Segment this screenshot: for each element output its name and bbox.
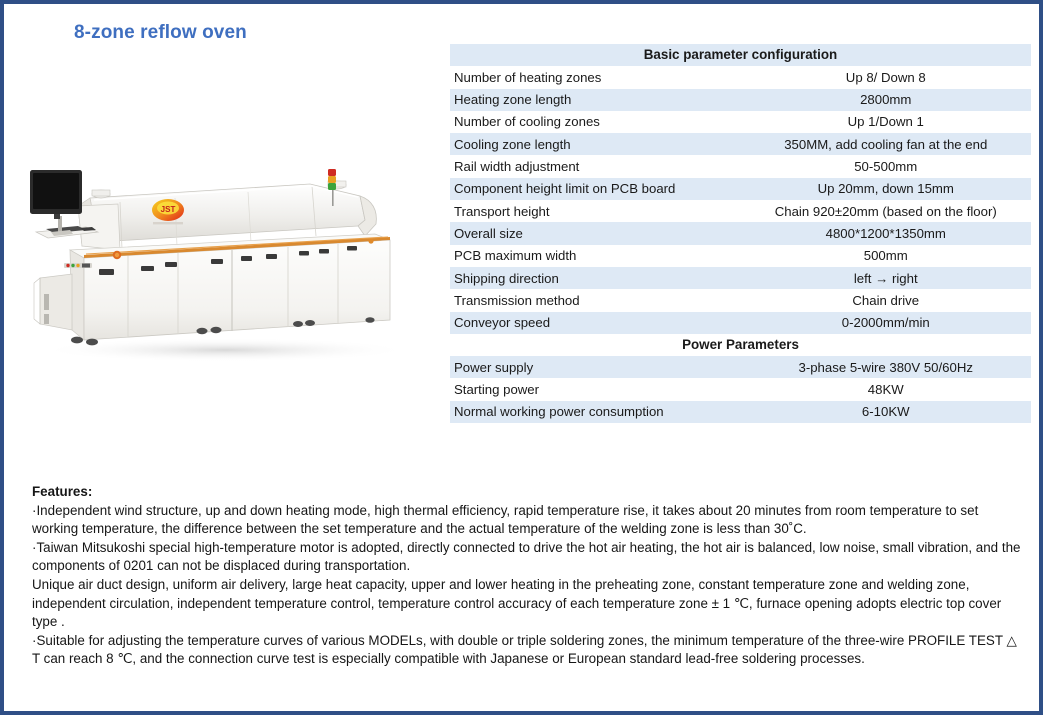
control-vent-2 [44, 314, 49, 324]
control-vent [44, 294, 49, 310]
spec-key: Normal working power consumption [450, 401, 741, 423]
specification-table [450, 44, 1031, 423]
spec-key: Cooling zone length [450, 133, 741, 155]
spec-value: left → right [741, 267, 1032, 289]
spec-key: Rail width adjustment [450, 155, 741, 177]
signal-light-amber [328, 176, 336, 183]
signal-light-green [328, 183, 336, 190]
reflow-oven-photo [20, 154, 420, 372]
spec-value: 50-500mm [741, 155, 1032, 177]
door-handle-2 [141, 266, 154, 271]
table-row [450, 89, 1031, 111]
door-handle-7 [299, 251, 309, 256]
section-title-basic: Basic parameter configuration [450, 44, 1031, 66]
section-title-power: Power Parameters [450, 334, 1031, 356]
feature-paragraph: ·Suitable for adjusting the temperature curves of various MODELs, with double or triple soldering zones, the minimum temperature of the three-wire PROFILE TEST △ T can reach 8 ℃, and the connection curve test is especially compatible with Japanese or European standard lead-free soldering processes. [32, 632, 1017, 667]
spec-key: PCB maximum width [450, 245, 741, 267]
table-row [450, 356, 1031, 378]
spec-key: Power supply [450, 356, 741, 378]
table-row [450, 378, 1031, 400]
spec-key: Number of heating zones [450, 66, 741, 88]
table-row [450, 111, 1031, 133]
svg-text:JST: JST [160, 205, 176, 214]
door-handle-4 [211, 259, 223, 264]
feature-paragraph: Unique air duct design, uniform air delivery, large heat capacity, upper and lower heating in the preheating zone, constant temperature zone and welding zone, independent circulation, independent temperature control, temperature control accuracy of each temperature zone ± 1 ℃, furnace opening adopts electric top cover type . [32, 576, 1002, 630]
door-handle-6 [266, 254, 277, 259]
table-row [450, 133, 1031, 155]
table-row [450, 200, 1031, 222]
spec-value: 350MM, add cooling fan at the end [741, 133, 1032, 155]
table-row [450, 289, 1031, 311]
spec-value: Up 1/Down 1 [741, 111, 1032, 133]
spec-key: Transport height [450, 200, 741, 222]
spec-value: 4800*1200*1350mm [741, 222, 1032, 244]
spec-value: Chain 920±20mm (based on the floor) [741, 200, 1032, 222]
control-cabinet-side [34, 278, 40, 324]
table-row [450, 245, 1031, 267]
indicator-light-right [368, 238, 373, 243]
spec-value: 500mm [741, 245, 1032, 267]
feature-paragraph: ·Independent wind structure, up and down heating mode, high thermal efficiency, rapid temperature rise, it takes about 20 minutes from room temperature to set working temperature, the difference between the set temperature and the actual temperature of the welding zone is less than 30˚C. [32, 502, 979, 537]
spec-key: Transmission method [450, 289, 741, 311]
spec-key: Starting power [450, 378, 741, 400]
spec-key: Heating zone length [450, 89, 741, 111]
spec-key: Overall size [450, 222, 741, 244]
door-handle-1 [99, 269, 114, 275]
spec-key: Number of cooling zones [450, 111, 741, 133]
signal-light-red [328, 169, 336, 176]
spec-value: Up 8/ Down 8 [741, 66, 1032, 88]
table-row [450, 401, 1031, 423]
control-button-strip [64, 263, 92, 268]
table-row [450, 66, 1031, 88]
spec-value: 0-2000mm/min [741, 312, 1032, 334]
spec-key: Component height limit on PCB board [450, 178, 741, 200]
feature-paragraph: ·Taiwan Mitsukoshi special high-temperature motor is adopted, directly connected to drive the hot air heating, the hot air is balanced, low noise, small vibration, and the components of 0201 can not be displaced during transportation. [32, 539, 1021, 574]
table-row [450, 178, 1031, 200]
table-section-header [450, 44, 1031, 66]
spec-value: 2800mm [741, 89, 1032, 111]
spec-value: 6-10KW [741, 401, 1032, 423]
spec-value: 3-phase 5-wire 380V 50/60Hz [741, 356, 1032, 378]
monitor-screen [33, 173, 79, 209]
features-section [32, 483, 1026, 669]
page-title: 8-zone reflow oven [74, 22, 247, 43]
door-handle-5 [241, 256, 252, 261]
table-row [450, 312, 1031, 334]
spec-value: Chain drive [741, 289, 1032, 311]
signal-tower-pole [332, 190, 334, 206]
door-handle-8 [319, 249, 329, 254]
monitor-neck [54, 214, 60, 219]
table-row [450, 267, 1031, 289]
table-section-header [450, 334, 1031, 356]
features-heading: Features: [32, 484, 93, 499]
door-handle-3 [165, 262, 177, 267]
table-row [450, 155, 1031, 177]
spec-value: Up 20mm, down 15mm [741, 178, 1032, 200]
spec-value: 48KW [741, 378, 1032, 400]
table-row [450, 222, 1031, 244]
spec-key: Shipping direction [450, 267, 741, 289]
spec-key: Conveyor speed [450, 312, 741, 334]
door-handle-9 [347, 246, 357, 251]
